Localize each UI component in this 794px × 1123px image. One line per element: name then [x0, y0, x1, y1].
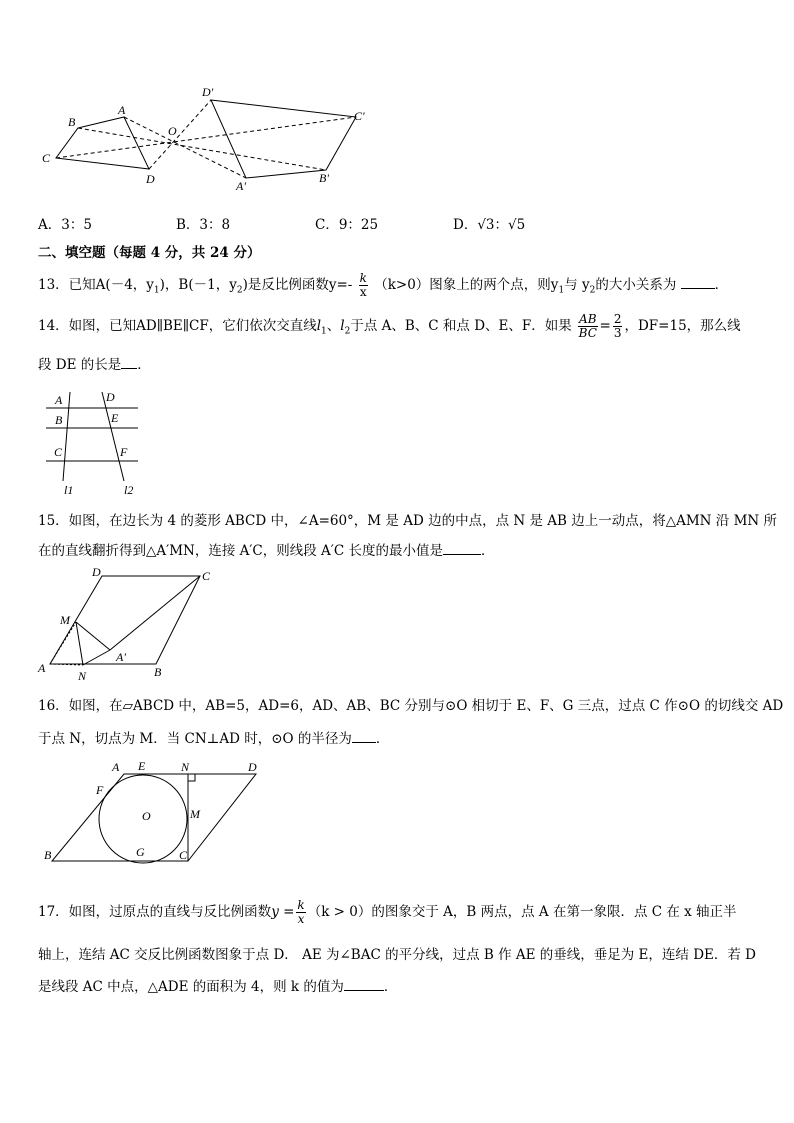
- question-16-line2: 于点 N，切点为 M．当 CN⊥AD 时，⊙O 的半径为 ．: [38, 728, 389, 748]
- answer-blank-13[interactable]: [681, 274, 715, 289]
- q15-figure: [36, 566, 226, 684]
- option-d: D．√3：√5: [453, 217, 526, 233]
- q14-figure: [40, 386, 150, 498]
- fraction-k-over-x-17: $\frac{k}{x}$: [297, 898, 305, 926]
- answer-blank-17[interactable]: [344, 976, 384, 991]
- q16-figure: [40, 758, 270, 866]
- label-B: B: [154, 665, 162, 679]
- label-A: A: [55, 393, 63, 407]
- label-E: E: [138, 759, 146, 773]
- label-D: D: [92, 566, 101, 579]
- question-14-line2: 段 DE 的长是 ．: [38, 354, 151, 374]
- question-17-line1: 17．如图，过原点的直线与反比例函数y = $\frac{k}{x}$ （k > 0）的图象交于 A，B 两点，点 A 在第一象限．点 C 在 x 轴正半: [38, 898, 737, 926]
- q12-figure: [36, 84, 376, 194]
- fraction-k-over-x: $\frac{k}{x}$: [359, 271, 367, 299]
- label-B: B: [44, 848, 52, 862]
- question-15-line2: 在的直线翻折得到△A′MN，连接 A′C，则线段 A′C 长度的最小值是 ．: [38, 540, 495, 560]
- label-A-prime: A': [236, 179, 246, 193]
- question-17-line3: 是线段 AC 中点，△ADE 的面积为 4，则 k 的值为 ．: [38, 976, 397, 996]
- label-C: C: [42, 151, 51, 165]
- label-B: B: [55, 413, 63, 427]
- label-O: O: [168, 124, 177, 138]
- label-A: A: [112, 760, 120, 774]
- question-14-line1: 14．如图，已知AD∥BE∥CF，它们依次交直线$l_1$、$l_2$于点 A、B、C 和点 D、E、F．如果 $\frac{AB}{BC}$ = $\frac{2}{3}$ ，DF=15，那么线: [38, 312, 741, 340]
- question-16-line1: 16．如图，在▱ABCD 中，AB=5，AD=6，AD、AB、BC 分别与⊙O 相切于 E、F、G 三点，过点 C 作⊙O 的切线交 AD: [38, 698, 784, 714]
- answer-blank-15[interactable]: [443, 540, 481, 555]
- label-D: D: [248, 760, 257, 774]
- label-O: O: [142, 809, 151, 823]
- option-b: B．3：8: [176, 217, 231, 233]
- sqrt-ratio: √3：√5: [477, 217, 526, 233]
- label-A: A: [38, 661, 46, 675]
- fraction-2-3: $\frac{2}{3}$: [613, 312, 622, 340]
- label-C: C: [202, 569, 211, 583]
- label-D: D: [106, 390, 115, 404]
- label-B: B: [68, 115, 76, 129]
- section-title: 二、填空题（每题 4 分，共 24 分）: [38, 245, 261, 261]
- label-A: A: [118, 103, 126, 117]
- label-F: F: [96, 783, 104, 797]
- fraction-ab-bc: $\frac{AB}{BC}$: [578, 312, 597, 340]
- option-c: C．9：25: [315, 217, 379, 233]
- question-13: 13．已知A(－4，$y_1$)，B(－1，$y_2$)是反比例函数y=- $\frac{k}{x}$ （k>0）图象上的两个点，则$y_1$与 $y_2$的大小关系为 ．: [38, 271, 729, 299]
- label-N: N: [78, 669, 87, 683]
- label-F: F: [120, 445, 128, 459]
- label-B-prime: B': [319, 171, 329, 185]
- label-C: C: [54, 445, 63, 459]
- label-C: C: [179, 848, 188, 862]
- label-A-prime: A': [116, 650, 126, 664]
- label-E: E: [111, 411, 119, 425]
- label-C-prime: C': [354, 109, 365, 123]
- label-M: M: [60, 613, 70, 627]
- answer-blank-14[interactable]: [121, 354, 137, 369]
- label-D-prime: D': [202, 85, 214, 99]
- question-17-line2: 轴上，连结 AC 交反比例函数图象于点 D． AE 为∠BAC 的平分线，过点 B 作 AE 的垂线，垂足为 E，连结 DE．若 D: [38, 947, 756, 963]
- label-l1: l1: [64, 483, 74, 497]
- label-G: G: [136, 845, 145, 859]
- label-N: N: [181, 760, 190, 774]
- label-D: D: [146, 172, 155, 186]
- option-a: A．3：5: [38, 217, 92, 233]
- label-l2: l2: [124, 483, 134, 497]
- answer-blank-16[interactable]: [352, 728, 376, 743]
- label-M: M: [190, 807, 200, 821]
- question-15-line1: 15．如图，在边长为 4 的菱形 ABCD 中，∠A=60°，M 是 AD 边的中点，点 N 是 AB 边上一动点，将△AMN 沿 MN 所: [38, 513, 777, 529]
